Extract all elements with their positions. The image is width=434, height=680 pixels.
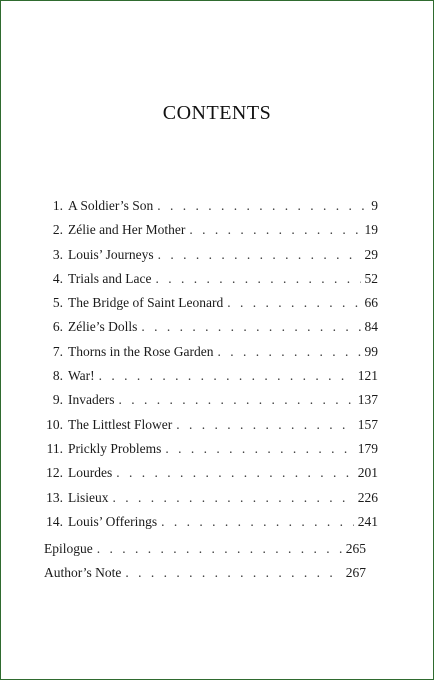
page-number: 99	[364, 343, 378, 359]
chapter-title: Lourdes	[68, 465, 113, 481]
dot-leader	[141, 319, 360, 335]
chapter-title: Invaders	[68, 392, 115, 408]
chapter-number: 9.	[52, 392, 63, 408]
page-number: 226	[357, 489, 378, 505]
chapter-number: 6.	[52, 319, 63, 335]
page-number: 66	[364, 295, 378, 311]
chapter-number: 2.	[52, 222, 63, 238]
dot-leader	[158, 247, 361, 263]
back-matter-list	[44, 541, 366, 590]
chapter-title: Thorns in the Rose Garden	[68, 343, 214, 359]
chapter-list	[38, 198, 378, 538]
page-number: 267	[345, 565, 366, 581]
toc-entry[interactable]	[38, 198, 378, 222]
page-number: 265	[345, 541, 366, 556]
dot-leader	[99, 368, 354, 384]
chapter-title: War!	[68, 368, 95, 384]
page-number: 29	[364, 246, 378, 262]
chapter-number: 13.	[46, 489, 63, 505]
dot-leader	[227, 295, 360, 311]
chapter-title: Lisieux	[68, 489, 109, 505]
toc-entry[interactable]	[38, 417, 378, 441]
toc-entry[interactable]	[38, 392, 378, 416]
toc-entry-authors-note[interactable]	[44, 565, 366, 589]
page-number: 19	[364, 222, 378, 238]
page-number: 9	[371, 198, 378, 213]
toc-entry[interactable]	[38, 514, 378, 538]
contents-title: CONTENTS	[162, 102, 272, 124]
chapter-number: 12.	[46, 465, 63, 481]
entry-title: Author’s Note	[44, 565, 122, 581]
chapter-title: Trials and Lace	[68, 270, 152, 286]
chapter-title: The Bridge of Saint Leonard	[68, 295, 224, 311]
chapter-title: Prickly Problems	[68, 440, 162, 456]
chapter-number: 7.	[52, 343, 63, 359]
page-number: 157	[357, 416, 378, 432]
dot-leader	[116, 465, 354, 481]
dot-leader	[97, 541, 342, 557]
chapter-number: 3.	[52, 246, 63, 262]
page-number: 241	[357, 513, 378, 529]
chapter-title: Zélie’s Dolls	[68, 319, 138, 335]
chapter-number: 5.	[52, 295, 63, 311]
dot-leader	[155, 271, 360, 287]
dot-leader	[125, 565, 341, 581]
dot-leader	[118, 392, 353, 408]
chapter-title: Zélie and Her Mother	[68, 222, 186, 238]
page-number: 84	[364, 319, 378, 335]
dot-leader	[176, 417, 354, 433]
chapter-number: 1.	[52, 198, 63, 213]
chapter-title: Louis’ Offerings	[68, 513, 158, 529]
toc-entry[interactable]	[38, 222, 378, 246]
chapter-number: 14.	[46, 513, 63, 529]
dot-leader	[189, 222, 360, 238]
dot-leader	[217, 344, 360, 360]
toc-entry[interactable]	[38, 490, 378, 514]
page-number: 52	[364, 270, 378, 286]
toc-entry[interactable]	[38, 319, 378, 343]
dot-leader	[157, 198, 367, 214]
chapter-title: A Soldier’s Son	[68, 198, 154, 213]
entry-title: Epilogue	[44, 541, 93, 556]
dot-leader	[113, 490, 354, 506]
chapter-number: 8.	[52, 368, 63, 384]
toc-entry[interactable]	[38, 368, 378, 392]
toc-entry-epilogue[interactable]	[44, 541, 366, 565]
page-number: 137	[357, 392, 378, 408]
toc-entry[interactable]	[38, 465, 378, 489]
dot-leader	[165, 441, 353, 457]
chapter-number: 10.	[46, 416, 63, 432]
toc-entry[interactable]	[38, 344, 378, 368]
toc-entry[interactable]	[38, 441, 378, 465]
toc-entry[interactable]	[38, 271, 378, 295]
chapter-title: Louis’ Journeys	[68, 246, 154, 262]
toc-entry[interactable]	[38, 295, 378, 319]
chapter-number: 11.	[46, 440, 63, 456]
page-number: 201	[357, 465, 378, 481]
dot-leader	[161, 514, 354, 530]
page-number: 179	[357, 440, 378, 456]
chapter-title: The Littlest Flower	[68, 416, 173, 432]
chapter-number: 4.	[52, 270, 63, 286]
page-number: 121	[357, 368, 378, 384]
toc-entry[interactable]	[38, 247, 378, 271]
